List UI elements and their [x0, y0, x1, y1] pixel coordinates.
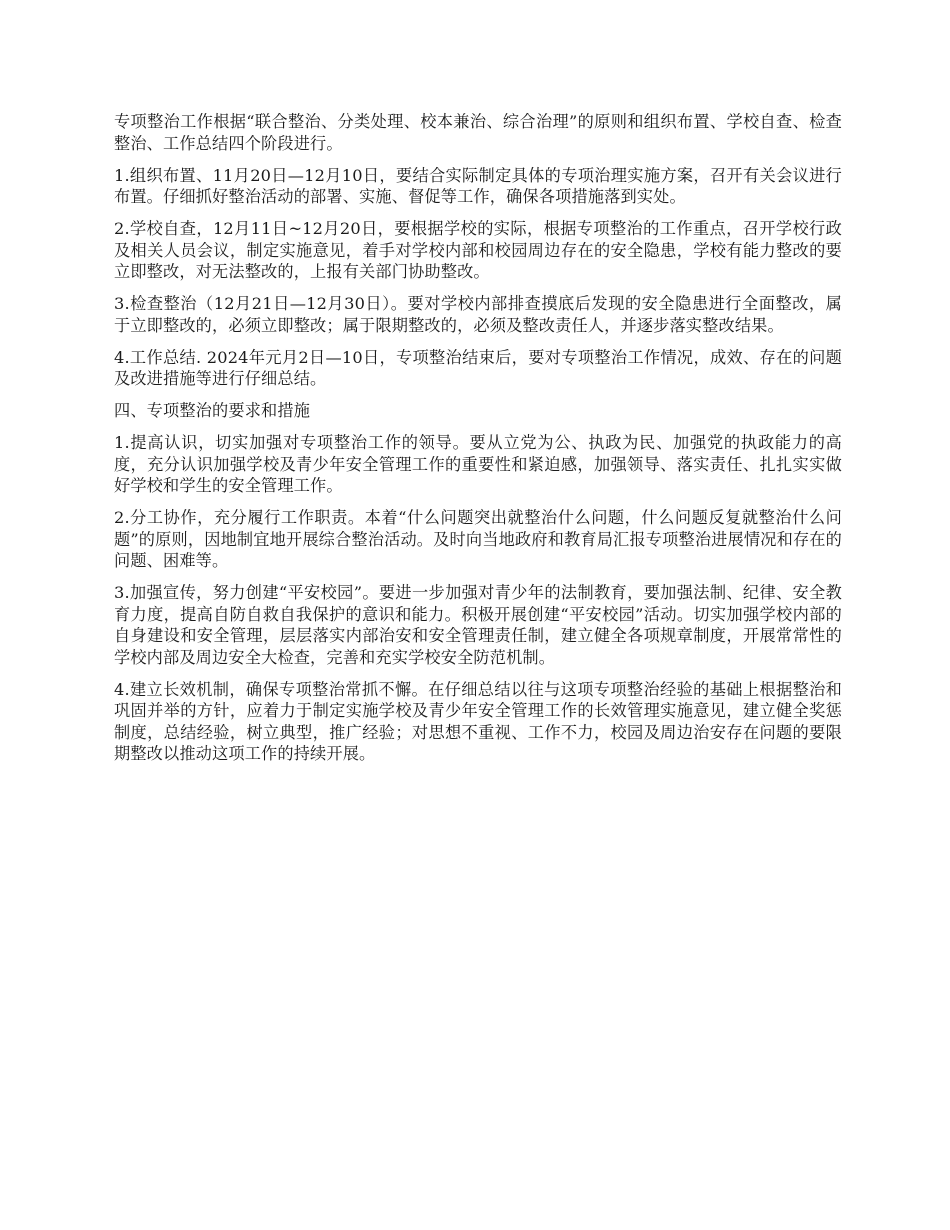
paragraph-stage-2: 2.学校自查，12月11日~12月20日，要根据学校的实际，根据专项整治的工作重点，召开学校行政及相关人员会议，制定实施意见，着手对学校内部和校园周边存在的安全隐患，学校有能力整改的要立即整改，对无法整改的，上报有关部门协助整改。: [114, 219, 842, 281]
paragraph-measure-2: 2.分工协作，充分履行工作职责。本着“什么问题突出就整治什么问题，什么问题反复就整治什么问题”的原则，因地制宜地开展综合整治活动。及时向当地政府和教育局汇报专项整治进展情况和存在的问题、困难等。: [114, 508, 842, 570]
paragraph-measure-1: 1.提高认识，切实加强对专项整治工作的领导。要从立党为公、执政为民、加强党的执政能力的高度，充分认识加强学校及青少年安全管理工作的重要性和紧迫感，加强领导、落实责任、扎扎实实做好学校和学生的安全管理工作。: [114, 433, 842, 495]
paragraph-stage-3: 3.检查整治（12月21日—12月30日）。要对学校内部排查摸底后发现的安全隐患进行全面整改，属于立即整改的，必须立即整改；属于限期整改的，必须及整改责任人，并逐步落实整改结果。: [114, 294, 842, 335]
paragraph-measure-4: 4.建立长效机制，确保专项整治常抓不懈。在仔细总结以往与这项专项整治经验的基础上根据整治和巩固并举的方针，应着力于制定实施学校及青少年安全管理工作的长效管理实施意见，建立健全奖惩制度，总结经验，树立典型，推广经验；对思想不重视、工作不力，校园及周边治安存在问题的要限期整改以推动这项工作的持续开展。: [114, 679, 842, 763]
paragraph-intro: 专项整治工作根据“联合整治、分类处理、校本兼治、综合治理”的原则和组织布置、学校自查、检查整治、工作总结四个阶段进行。: [114, 112, 842, 153]
paragraph-stage-4: 4.工作总结. 2024年元月2日—10日，专项整治结束后，要对专项整治工作情况，成效、存在的问题及改进措施等进行仔细总结。: [114, 347, 842, 388]
section-heading: 四、专项整治的要求和措施: [114, 401, 311, 420]
paragraph-stage-1: 1.组织布置、11月20日—12月10日，要结合实际制定具体的专项治理实施方案，召开有关会议进行布置。仔细抓好整治活动的部署、实施、督促等工作，确保各项措施落到实处。: [114, 165, 842, 206]
paragraph-measure-3: 3.加强宣传，努力创建“平安校园”。要进一步加强对青少年的法制教育，要加强法制、纪律、安全教育力度，提高自防自救自我保护的意识和能力。积极开展创建“平安校园”活动。切实加强学校内部的自身建设和安全管理，层层落实内部治安和安全管理责任制，建立健全各项规章制度，开展常常性的学校内部及周边安全大检查，完善和充实学校安全防范机制。: [114, 583, 842, 667]
document-body: [114, 111, 842, 775]
